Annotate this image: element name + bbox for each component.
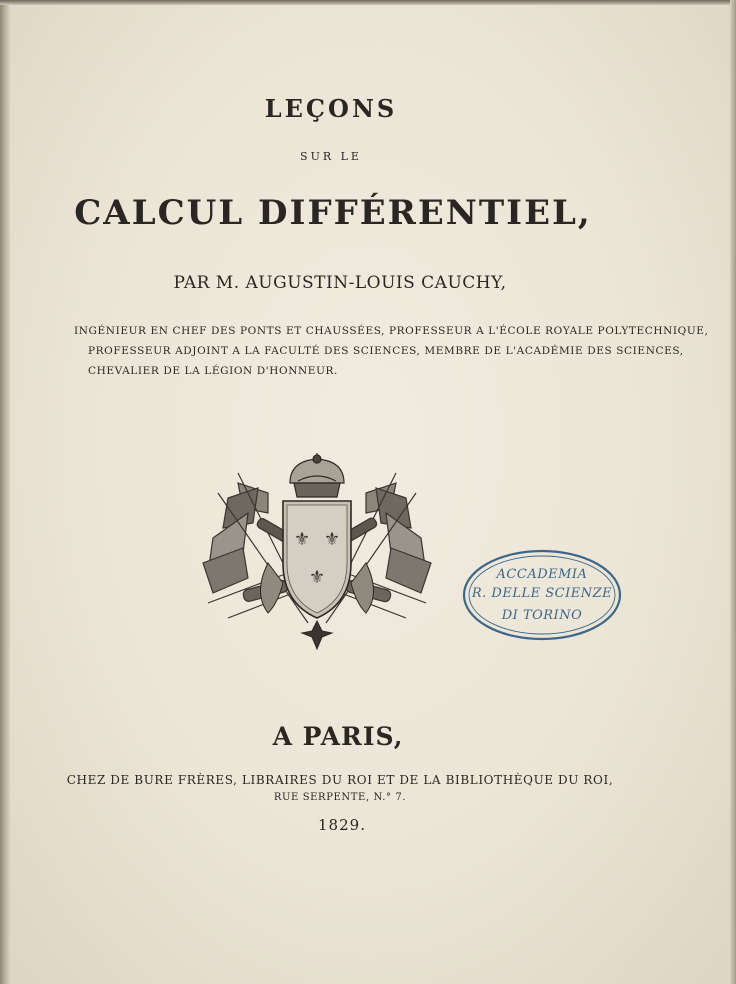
qualification-line-1: INGÉNIEUR EN CHEF DES PONTS ET CHAUSSÉES, PROFESSEUR A L'ÉCOLE ROYALE POLYTECHNIQUE, <box>74 325 709 337</box>
imprint-publisher: CHEZ DE BURE FRÈRES, LIBRAIRES DU ROI ET DE LA BIBLIOTHÈQUE DU ROI, <box>66 773 614 787</box>
author-line: PAR M. AUGUSTIN-LOUIS CAUCHY, <box>173 273 507 293</box>
stamp-line-1: ACCADEMIA <box>496 567 588 582</box>
imprint-address: RUE SERPENTE, N.° 7. <box>273 792 407 803</box>
top-page-edge <box>0 0 736 5</box>
stamp-line-3: DI TORINO <box>501 608 583 623</box>
coat-of-arms-icon <box>198 453 436 653</box>
heading-sur-le: SUR LE <box>300 150 362 163</box>
heading-lecons: LEÇONS <box>264 94 398 123</box>
svg-text:⚜: ⚜ <box>308 567 326 588</box>
svg-text:⚜: ⚜ <box>293 529 311 550</box>
right-page-edge <box>730 0 736 984</box>
imprint-place: A PARIS, <box>272 722 404 751</box>
qualification-line-3: CHEVALIER DE LA LÉGION D'HONNEUR. <box>88 365 338 377</box>
book-spine-edge <box>0 0 10 984</box>
qualification-line-2: PROFESSEUR ADJOINT A LA FACULTÉ DES SCIENCES, MEMBRE DE L'ACADÉMIE DES SCIENCES, <box>88 345 684 357</box>
stamp-line-2: R. DELLE SCIENZE <box>471 586 613 601</box>
svg-text:⚜: ⚜ <box>323 529 341 550</box>
imprint-year: 1829. <box>318 816 366 834</box>
book-title: CALCUL DIFFÉRENTIEL, <box>74 193 592 233</box>
